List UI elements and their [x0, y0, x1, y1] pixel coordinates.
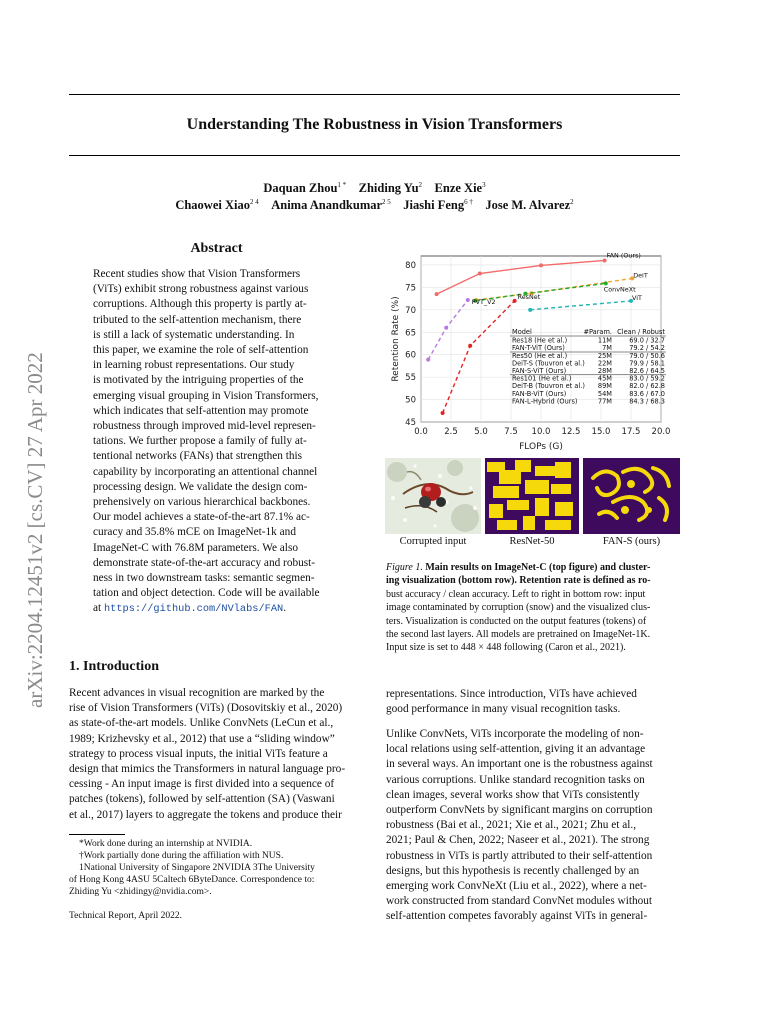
fan-s-cluster-image	[583, 458, 680, 534]
caption-line	[386, 574, 682, 587]
abstract-line: curacy and 35.8% mCE on ImageNet-1k and	[93, 526, 296, 539]
table-cell: 45M	[597, 374, 612, 383]
table-cell: 11M	[597, 336, 612, 345]
code-prefix: at	[93, 602, 104, 615]
table-cell: 89M	[597, 382, 612, 391]
author-affiliation: 3	[482, 181, 486, 189]
x-tick-label: 7.5	[504, 427, 518, 437]
abstract-line: tentional networks (FANs) that strengthen this	[93, 450, 303, 463]
abstract-line: robustness through improved mid-level represen-	[93, 420, 316, 433]
text-line: in several ways. An important one is the robustness against	[386, 758, 653, 771]
text-line: 2021; Paul & Chen, 2022; Naseer et al., 2021). The strong	[386, 834, 650, 847]
abstract-line: (ViTs) exhibit strong robustness against various	[93, 283, 309, 296]
x-tick-label: 15.0	[591, 427, 611, 437]
footnote-rule	[69, 834, 125, 835]
text-line: robustness (Bai et al., 2021; Xie et al., 2021; Zhu et al.,	[386, 819, 637, 832]
text-line: good performance in many visual recognition tasks.	[386, 703, 621, 716]
title-bottom-rule	[69, 155, 680, 156]
table-cell: 69.0 / 32.7	[629, 336, 665, 345]
abstract-line: which indicates that self-attention may promote	[93, 404, 309, 417]
author-affiliation: 2 4	[249, 198, 259, 206]
table-cell: 77M	[597, 397, 612, 406]
text-line: emerging work ConvNeXt (Liu et al., 2022), where a net-	[386, 880, 647, 893]
abstract-line: tation and object detection. Code will be available	[93, 587, 320, 600]
table-header: Model	[512, 328, 532, 336]
data-point	[539, 263, 543, 267]
y-tick-label: 50	[405, 395, 416, 406]
author-name: Jose M. Alvarez	[485, 198, 571, 213]
paper-title: Understanding The Robustness in Vision Transformers	[186, 116, 563, 133]
abstract-line: corruptions. Although this property is partly at-	[93, 298, 307, 311]
text-line: et al., 2017) layers to aggregate the tokens and produce their	[69, 808, 342, 821]
caption-line	[386, 641, 682, 654]
abstract-line: processing design. We validate the design com-	[93, 480, 308, 493]
caption-line	[386, 561, 682, 574]
author-line-2	[69, 198, 680, 213]
series-label: ViT	[632, 293, 642, 302]
abstract-line: tations. We further propose a family of fully at-	[93, 435, 307, 448]
abstract-line	[93, 601, 338, 617]
table-cell: 22M	[597, 359, 612, 368]
y-tick-label: 70	[405, 305, 416, 316]
abstract-line: this paper, we examine the role of self-attention	[93, 344, 309, 357]
intro-heading: 1. Introduction	[69, 659, 159, 674]
y-tick-label: 75	[405, 283, 416, 294]
corrupted-input-image	[385, 458, 481, 534]
data-point	[528, 308, 532, 312]
text-line: Recent advances in visual recognition are marked by the	[69, 687, 325, 699]
report-note: Technical Report, April 2022.	[69, 911, 183, 921]
data-point	[468, 344, 472, 348]
author-affiliation: 1 *	[337, 181, 347, 189]
table-cell: 54M	[597, 389, 612, 398]
footnotes	[69, 838, 369, 898]
data-point	[478, 271, 482, 275]
abstract-line: prehensively on various hierarchical backbones.	[93, 496, 311, 509]
text-line: 1National University of Singapore 2NVIDIA 3The University	[79, 863, 315, 873]
y-tick-label: 55	[405, 373, 416, 384]
text-line: strategy to process visual inputs, the initial ViTs feature a	[69, 747, 328, 760]
series-label: ResNet	[517, 292, 541, 301]
caption-line	[386, 628, 682, 641]
intro-column-1	[69, 686, 364, 823]
table-header: #Param.	[583, 328, 612, 336]
x-tick-label: 20.0	[651, 427, 671, 437]
image-label-resnet: ResNet-50	[509, 536, 555, 547]
x-tick-label: 2.5	[444, 427, 458, 437]
table-header: Clean / Robust	[617, 328, 665, 336]
text-line: 1989; Krizhevsky et al., 2012) that use a “sliding window”	[69, 732, 335, 745]
image-label-corrupted: Corrupted input	[399, 536, 467, 547]
text-line: various corruptions. Unlike standard recognition tasks on	[386, 773, 645, 786]
table-cell: Res18 (He et al.)	[512, 336, 568, 345]
text-line: representations. Since introduction, ViTs have achieved	[386, 688, 637, 700]
table-cell: DeiT-B (Touvron et al.)	[512, 382, 585, 391]
title-top-rule	[69, 94, 680, 95]
abstract-line: demonstrate state-of-the-art accuracy and robust-	[93, 556, 316, 569]
abstract-line: ImageNet-C with 76.8M parameters. We also	[93, 541, 298, 554]
abstract-heading: Abstract	[190, 241, 243, 256]
author-line-1	[69, 181, 680, 196]
arxiv-id-text: arXiv:2204.12451v2 [cs.CV] 27 Apr 2022	[23, 352, 47, 708]
author-name: Chaowei Xiao	[175, 198, 250, 213]
y-tick-label: 45	[405, 418, 416, 428]
table-cell: 83.6 / 67.0	[629, 389, 665, 398]
table-cell: 79.2 / 54.2	[629, 344, 665, 353]
figure-caption	[386, 561, 682, 655]
table-cell: DeiT-S (Touvron et al.)	[512, 359, 585, 368]
y-tick-label: 80	[405, 260, 416, 271]
retention-rate-chart	[378, 246, 683, 454]
table-cell: 28M	[597, 367, 612, 375]
x-tick-label: 5.0	[474, 427, 488, 437]
caption-text: image contaminated by corruption (snow) and the visualized clus-	[386, 602, 651, 614]
abstract-line: Our model achieves a state-of-the-art 87.1% ac-	[93, 511, 310, 524]
text-line: cessing - An input image is first divided into a sequence of	[69, 778, 335, 791]
data-point	[426, 358, 430, 362]
text-line: Unlike ConvNets, ViTs incorporate the modeling of non-	[386, 728, 644, 740]
text-line: as state-of-the-art models. Unlike ConvNets (LeCun et al.,	[69, 717, 334, 730]
table-cell: 7M	[602, 344, 612, 353]
data-point	[513, 299, 517, 303]
table-cell: 25M	[597, 351, 612, 360]
arxiv-identifier	[6, 268, 50, 708]
y-tick-label: 60	[405, 350, 416, 361]
data-point	[435, 292, 439, 296]
text-line: patches (tokens), followed by self-attention (SA) (Vaswani	[69, 793, 335, 806]
table-cell: FAN-S-ViT (Ours)	[512, 367, 567, 375]
series-label: FAN (Ours)	[606, 251, 641, 260]
table-cell: 84.3 / 68.3	[629, 397, 665, 406]
intro-column-2-para-2	[386, 727, 681, 925]
author-affiliation: 2	[418, 181, 423, 189]
caption-line	[386, 615, 682, 628]
abstract-line: ness in two downstream tasks: semantic segmen-	[93, 572, 315, 585]
table-cell: 79.9 / 58.1	[629, 359, 665, 368]
text-line: designs, but this hypothesis is recently challenged by an	[386, 864, 640, 877]
table-cell: 79.0 / 50.6	[629, 351, 665, 360]
data-point	[441, 411, 445, 415]
caption-text: Main results on ImageNet-C (top figure) and cluster-	[425, 562, 651, 573]
caption-text: bust accuracy / clean accuracy. Left to right in bottom row: input	[386, 588, 646, 600]
text-line: of Hong Kong 4ASU 5Caltech 6ByteDance. Correspondence to:	[69, 875, 315, 885]
text-line: robustness in ViTs is partly attributed to their self-attention	[386, 849, 653, 862]
caption-text: Input size is set to 448 × 448 following (Caron et al., 2021).	[386, 642, 626, 654]
text-line: *Work done during an internship at NVIDIA.	[79, 839, 253, 849]
abstract-line: in learning robust representations. Our study	[93, 359, 295, 372]
author-name: Daquan Zhou	[263, 181, 338, 196]
author-name: Anima Anandkumar	[271, 198, 383, 213]
table-cell: 83.0 / 59.2	[629, 374, 665, 383]
series-label: PVT_V2	[471, 297, 496, 306]
abstract-line: is still a lack of systematic understanding. In	[93, 328, 295, 341]
x-tick-label: 17.5	[621, 427, 641, 437]
x-tick-label: 0.0	[414, 427, 428, 437]
text-line: local relations using self-attention, giving it an advantage	[386, 743, 646, 756]
author-affiliation: 6 †	[464, 198, 473, 206]
caption-line	[386, 601, 682, 614]
table-cell: Res50 (He et al.)	[512, 351, 568, 360]
abstract-line: is motivated by the intriguing properties of the	[93, 374, 304, 387]
text-line: †Work partially done during the affiliation with NUS.	[79, 851, 284, 861]
series-label: ConvNeXt	[603, 285, 636, 294]
caption-text: ters. Visualization is conducted on the output features (tokens) of	[386, 615, 647, 627]
image-label-fan: FAN-S (ours)	[602, 536, 661, 547]
intro-column-2-para-1	[386, 687, 681, 717]
author-name: Jiashi Feng	[403, 198, 465, 213]
author-affiliation: 2	[570, 198, 574, 206]
y-tick-label: 65	[405, 328, 416, 339]
text-line: Zhiding Yu <zhidingy@nvidia.com>.	[69, 887, 212, 897]
caption-line	[386, 588, 682, 601]
author-name: Zhiding Yu	[358, 181, 419, 196]
figure-label: Figure 1.	[386, 562, 426, 573]
table-cell: FAN-B-ViT (Ours)	[512, 389, 567, 398]
series-label: DeiT	[633, 271, 648, 280]
abstract-line: tributed to the self-attention mechanism, there	[93, 313, 302, 326]
caption-text: the second last layers. All models are pretrained on ImageNet-1K.	[386, 629, 651, 641]
caption-text: ing visualization (bottom row). Retention rate is defined as ro-	[386, 575, 651, 587]
abstract-line: emerging visual grouping in Vision Transformers,	[93, 389, 319, 402]
text-line: outperform ConvNets by significant margins on corruption	[386, 804, 653, 817]
text-line: rise of Vision Transformers (ViTs) (Dosovitskiy et al., 2020)	[69, 702, 343, 715]
abstract-line: capability by incorporating an attentional channel	[93, 465, 318, 478]
table-cell: FAN-T-ViT (Ours)	[512, 344, 565, 353]
table-cell: FAN-L-Hybrid (Ours)	[512, 397, 578, 406]
y-axis-label: Retention Rate (%)	[391, 296, 401, 382]
resnet50-cluster-image	[485, 458, 579, 534]
text-line: self-attention competes favorably against ViTs in general-	[386, 910, 648, 923]
text-line: work constructed from standard ConvNet modules without	[386, 895, 653, 908]
x-axis-label: FLOPs (G)	[519, 442, 563, 452]
text-line: design that mimics the Transformers in natural language pro-	[69, 763, 346, 776]
author-affiliation: 2 5	[382, 198, 391, 206]
data-point	[466, 298, 470, 302]
abstract-line: Recent studies show that Vision Transformers	[93, 268, 301, 280]
text-line: clean images, several works show that ViTs consistently	[386, 788, 640, 801]
abstract-body	[93, 267, 338, 618]
x-tick-label: 10.0	[531, 427, 551, 437]
x-tick-label: 12.5	[561, 427, 581, 437]
table-cell: Res101 (He et al.)	[512, 374, 572, 383]
data-point	[444, 326, 448, 330]
table-cell: 82.0 / 62.8	[629, 382, 665, 391]
code-suffix: .	[283, 602, 287, 615]
author-name: Enze Xie	[434, 181, 483, 196]
table-cell: 82.6 / 64.5	[629, 367, 665, 375]
code-link[interactable]: https://github.com/NVlabs/FAN	[103, 603, 284, 616]
